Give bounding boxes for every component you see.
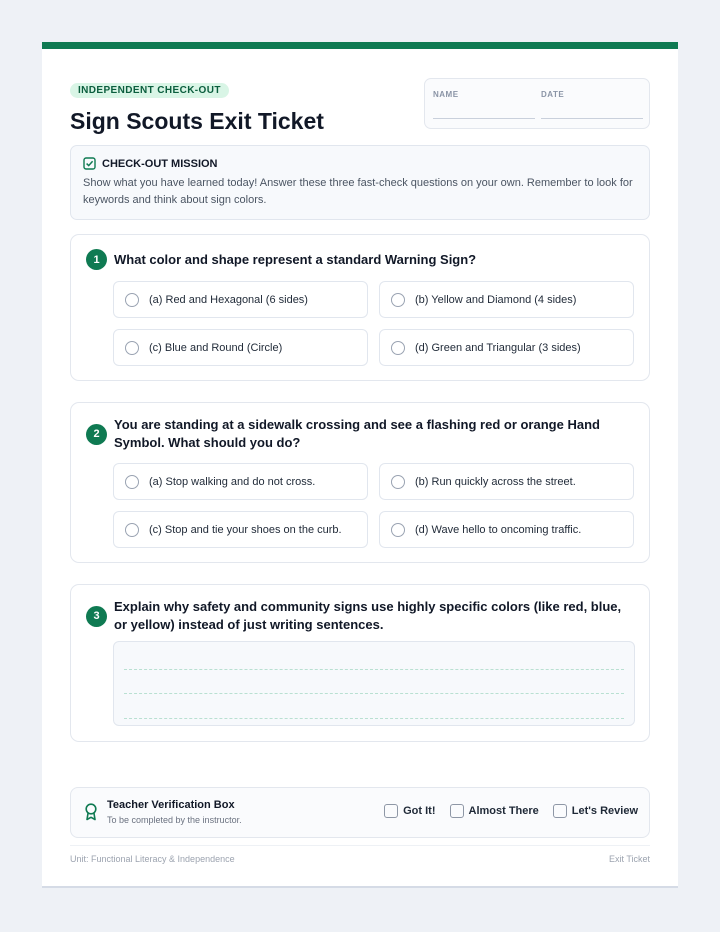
name-line xyxy=(433,118,535,119)
page-footer xyxy=(70,854,650,864)
page-title: Sign Scouts Exit Ticket xyxy=(70,108,324,134)
question-text: You are standing at a sidewalk crossing and see a flashing red or orange Hand Symbol. What should you do? xyxy=(114,417,600,450)
question-card-3 xyxy=(70,584,650,742)
option-1a[interactable] xyxy=(113,281,368,318)
option-label: (a) Red and Hexagonal (6 sides) xyxy=(149,293,308,306)
option-2c[interactable] xyxy=(113,511,368,548)
name-label: NAME xyxy=(433,90,459,99)
radio-button[interactable] xyxy=(391,293,405,307)
writing-line xyxy=(124,669,624,670)
checkbox[interactable] xyxy=(384,804,398,818)
checkout-badge: INDEPENDENT CHECK-OUT xyxy=(70,83,229,98)
option-label: (b) Run quickly across the street. xyxy=(415,475,576,488)
radio-button[interactable] xyxy=(125,475,139,489)
option-label: (c) Stop and tie your shoes on the curb. xyxy=(149,523,342,536)
name-date-box xyxy=(424,78,650,129)
check-almost-there[interactable] xyxy=(450,804,539,818)
check-got-it[interactable] xyxy=(384,804,435,818)
mission-text: Show what you have learned today! Answer these three fast-check questions on your own. Remember to look for keywords and think about sign colors. xyxy=(83,177,633,206)
writing-line xyxy=(124,718,624,719)
check-label: Got It! xyxy=(403,805,436,817)
worksheet-page xyxy=(42,42,678,888)
option-label: (d) Wave hello to oncoming traffic. xyxy=(415,523,582,536)
mission-heading: CHECK-OUT MISSION xyxy=(102,157,218,170)
mission-box xyxy=(70,145,650,220)
option-label: (a) Stop walking and do not cross. xyxy=(149,475,316,488)
radio-button[interactable] xyxy=(125,523,139,537)
question-number: 3 xyxy=(86,606,107,627)
radio-button[interactable] xyxy=(391,475,405,489)
question-header xyxy=(86,249,637,270)
radio-button[interactable] xyxy=(391,341,405,355)
option-1d[interactable] xyxy=(379,329,634,366)
check-label: Almost There xyxy=(468,805,539,817)
checkbox-check-icon xyxy=(83,157,96,170)
verification-checks xyxy=(370,804,638,818)
radio-button[interactable] xyxy=(391,523,405,537)
footer-unit: Unit: Functional Literacy & Independence xyxy=(70,854,235,864)
radio-button[interactable] xyxy=(125,293,139,307)
option-2a[interactable] xyxy=(113,463,368,500)
check-lets-review[interactable] xyxy=(553,804,638,818)
option-2d[interactable] xyxy=(379,511,634,548)
date-field[interactable] xyxy=(541,90,643,119)
question-card-2 xyxy=(70,402,650,563)
option-label: (c) Blue and Round (Circle) xyxy=(149,341,283,354)
option-label: (d) Green and Triangular (3 sides) xyxy=(415,341,581,354)
question-number: 1 xyxy=(86,249,107,270)
mission-heading-row xyxy=(83,157,637,170)
question-header xyxy=(86,598,637,634)
option-1c[interactable] xyxy=(113,329,368,366)
name-field[interactable] xyxy=(433,90,535,119)
radio-button[interactable] xyxy=(125,341,139,355)
footer-doc-type: Exit Ticket xyxy=(608,854,650,864)
teacher-verification-box xyxy=(70,787,650,838)
check-label: Let's Review xyxy=(571,805,638,817)
option-1b[interactable] xyxy=(379,281,634,318)
teacher-box-subtitle: To be completed by the instructor. xyxy=(107,815,242,825)
answer-area[interactable] xyxy=(113,641,635,726)
footer-divider xyxy=(70,845,650,846)
question-text: Explain why safety and community signs use highly specific colors (like red, blue, or yellow) instead of just writing sentences. xyxy=(114,599,622,632)
date-line xyxy=(541,118,643,119)
date-label: DATE xyxy=(541,90,565,99)
writing-line xyxy=(124,693,624,694)
checkbox[interactable] xyxy=(553,804,567,818)
question-card-1 xyxy=(70,234,650,381)
question-header xyxy=(86,416,637,452)
teacher-box-title: Teacher Verification Box xyxy=(107,799,235,811)
option-2b[interactable] xyxy=(379,463,634,500)
option-label: (b) Yellow and Diamond (4 sides) xyxy=(415,293,577,306)
question-text: What color and shape represent a standard Warning Sign? xyxy=(114,251,477,267)
question-number: 2 xyxy=(86,424,107,445)
award-ribbon-icon xyxy=(84,803,98,826)
checkbox[interactable] xyxy=(450,804,464,818)
